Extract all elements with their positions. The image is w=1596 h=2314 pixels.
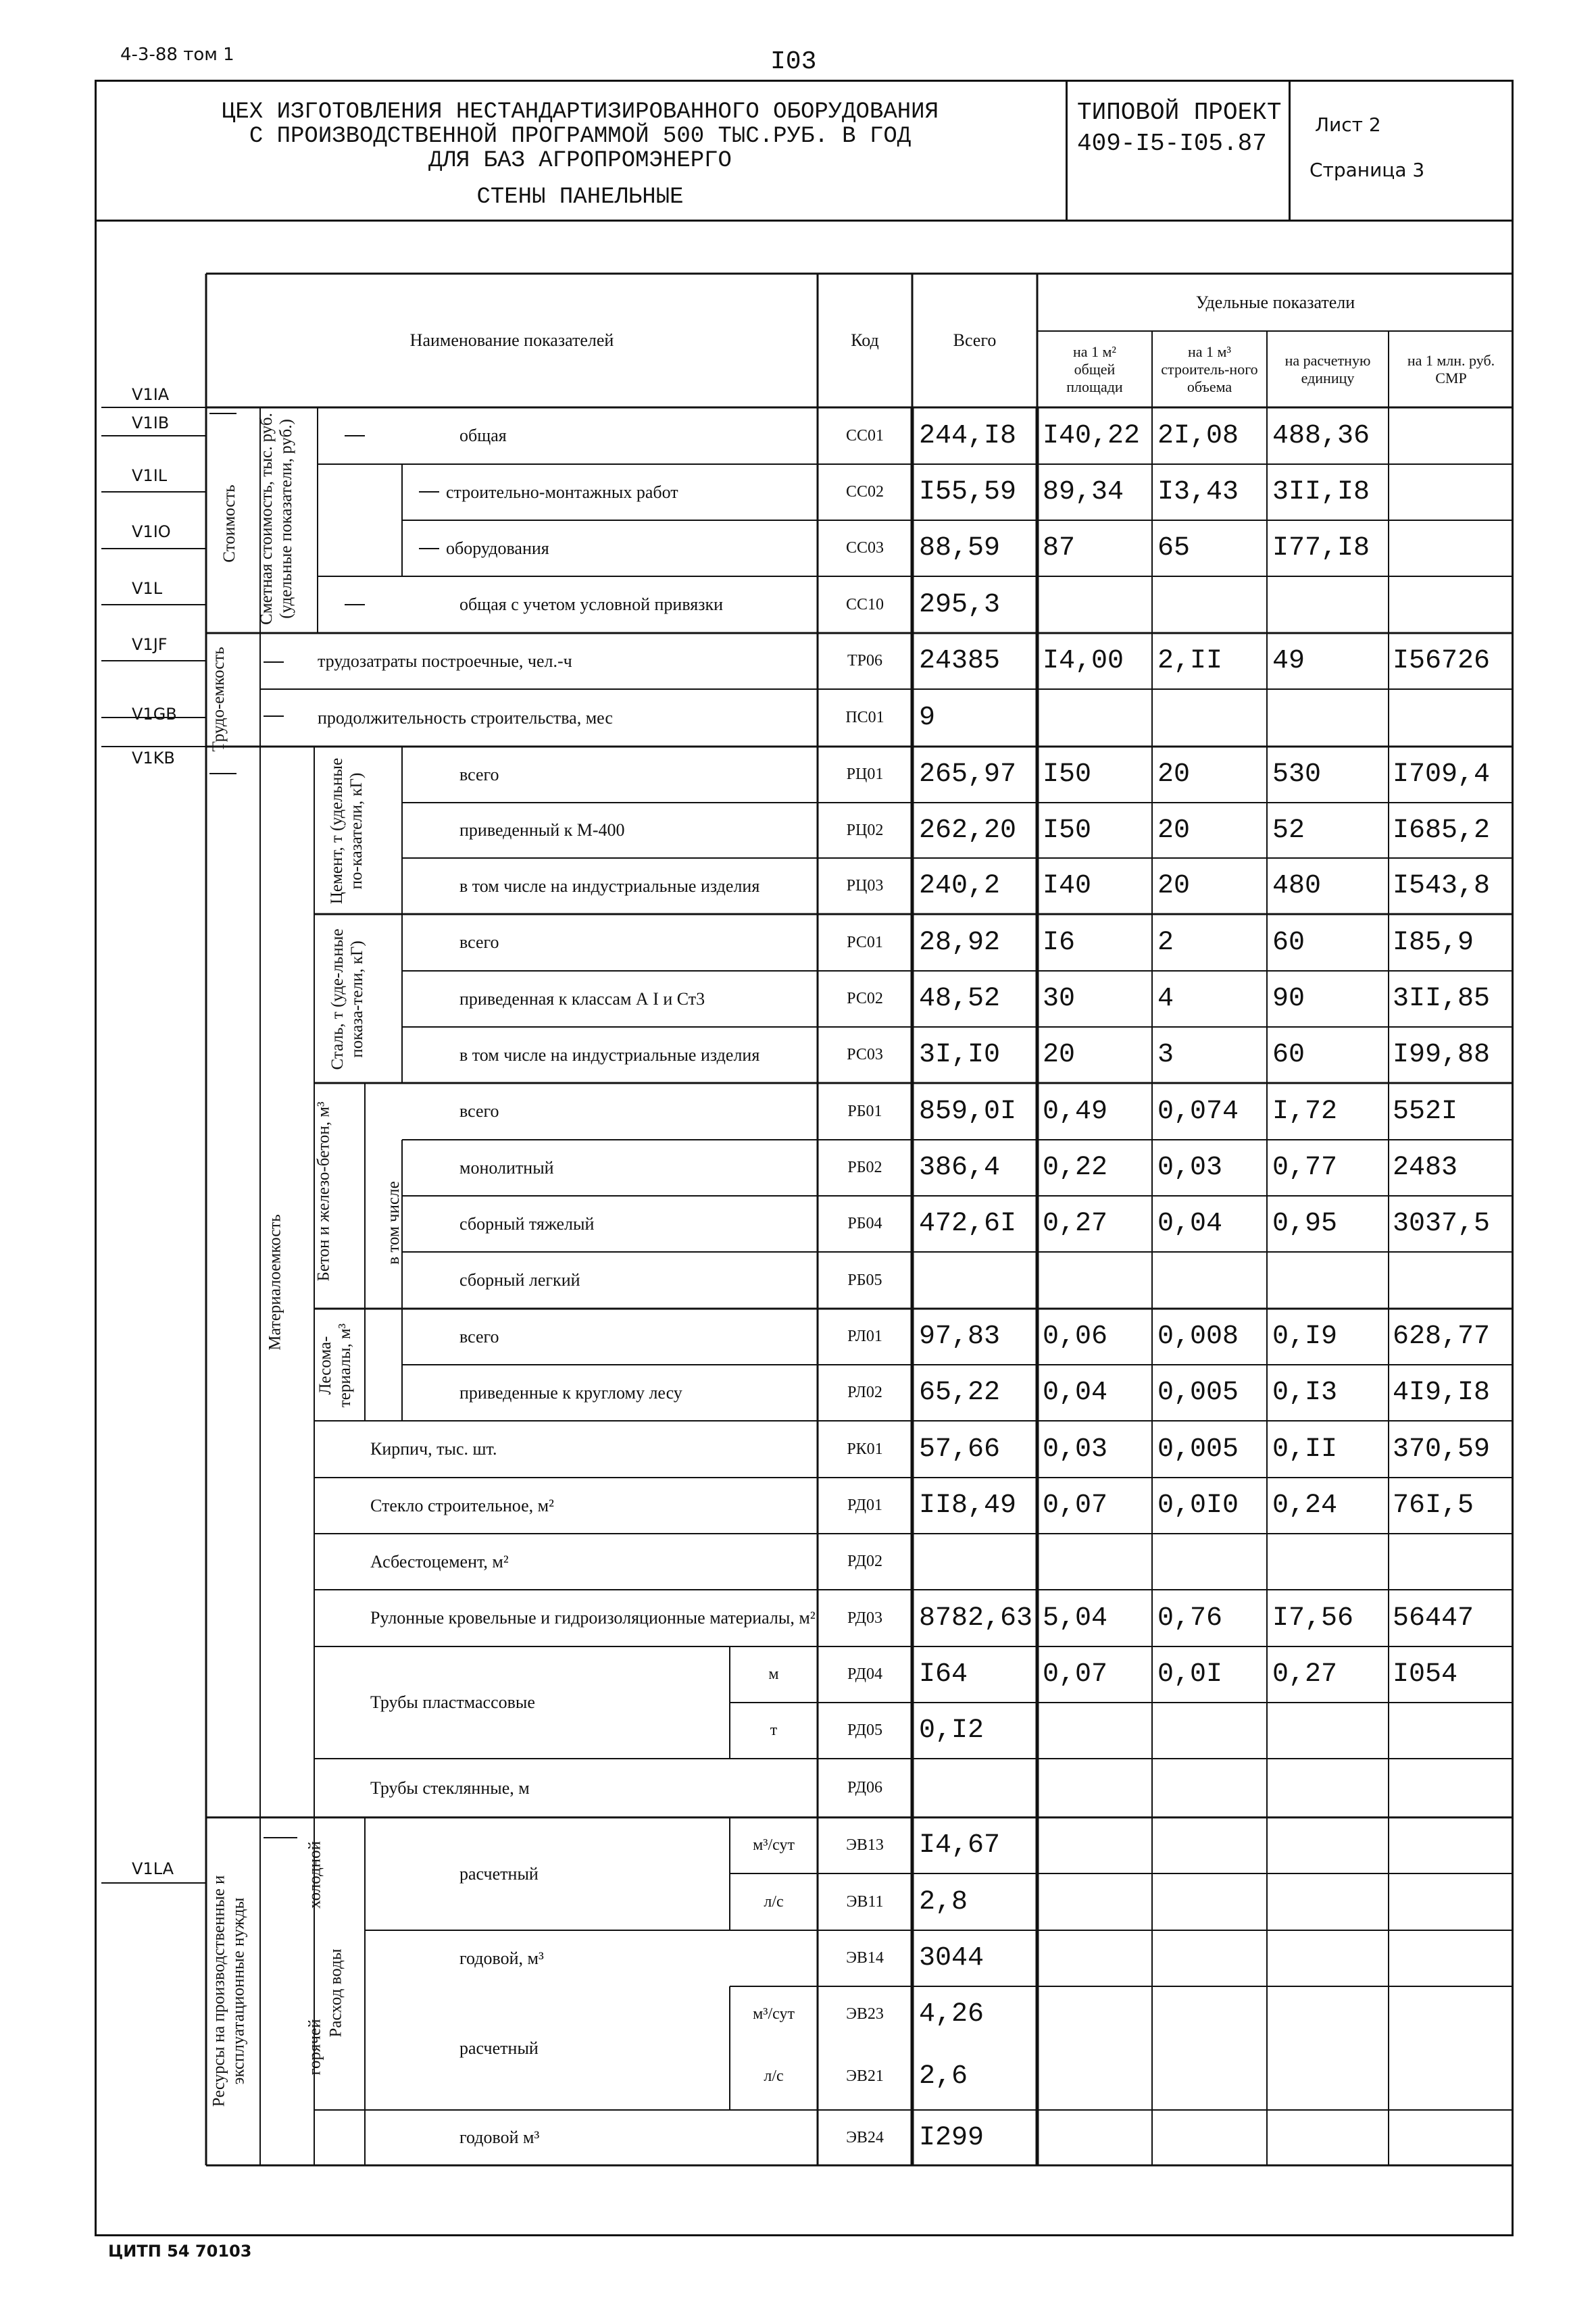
row-value-a: 0,07 <box>1043 1490 1108 1521</box>
row-value-u: I77,I8 <box>1272 533 1370 563</box>
row-value-a <box>1037 1986 1152 2042</box>
row-value-v: 0,03 <box>1157 1153 1223 1183</box>
sheet-label: Лист 2 <box>1315 114 1381 136</box>
row-value-v: 0,005 <box>1157 1434 1239 1465</box>
row-value-m: I709,4 <box>1393 759 1491 790</box>
row-value-v <box>1152 1534 1267 1590</box>
row-value-m: 76I,5 <box>1393 1490 1474 1521</box>
row-value-m <box>1389 576 1514 633</box>
row-value-m: 56447 <box>1393 1603 1474 1634</box>
row-value-m <box>1389 407 1514 464</box>
row-name: всего <box>459 764 499 784</box>
row-value-m <box>1389 1534 1514 1590</box>
row-value-total: 265,97 <box>919 759 1017 790</box>
row-name: трудозатраты построечные, чел.-ч <box>318 651 572 671</box>
group-les: Лесома-териалы, м³ <box>316 1323 354 1408</box>
row-value-v: 0,04 <box>1157 1209 1223 1239</box>
row-value-total: I55,59 <box>919 477 1017 507</box>
row-name: всего <box>459 1326 499 1347</box>
row-value-u: I7,56 <box>1272 1603 1354 1634</box>
row-name: сборный легкий <box>459 1270 580 1290</box>
row-name: годовой м³ <box>459 2128 540 2147</box>
row-code: РД06 <box>847 1779 882 1796</box>
row-name: Трубы пластмассовые <box>370 1692 535 1712</box>
row-value-a: 0,07 <box>1043 1659 1108 1690</box>
row-value-a <box>1037 576 1152 633</box>
row-code: ЭВ14 <box>846 1949 884 1967</box>
row-name: Асбестоцемент, м² <box>370 1551 509 1571</box>
row-name: продолжительность строительства, мес <box>318 707 613 728</box>
row-value-v: 2I,08 <box>1157 420 1239 451</box>
row-value-v: 0,008 <box>1157 1322 1239 1352</box>
group-cement: Цемент, т (удельные по-казатели, кГ) <box>328 757 366 905</box>
row-value-total: 3044 <box>919 1943 984 1973</box>
row-value-u: 49 <box>1272 646 1305 676</box>
marker-v1ib: V1IB <box>132 413 170 432</box>
row-name: общая <box>459 426 507 445</box>
row-name: Трубы стеклянные, м <box>370 1778 530 1798</box>
row-name: годовой, м³ <box>459 1948 544 1968</box>
row-value-v: 0,0I <box>1157 1659 1223 1690</box>
row-code: ЭВ11 <box>846 1892 884 1911</box>
row-value-m: I85,9 <box>1393 927 1474 958</box>
row-value-u: 90 <box>1272 984 1305 1014</box>
marker-v1il: V1IL <box>132 466 168 485</box>
row-value-v <box>1152 1759 1267 1817</box>
row-value-total: 4,26 <box>919 1999 984 2030</box>
header-per-volume: на 1 м³ строитель-ного объема <box>1161 343 1258 395</box>
group-cold: холодной <box>305 1841 324 1909</box>
row-value-u: 60 <box>1272 927 1305 958</box>
header-per-mln: на 1 млн. руб. СМР <box>1407 351 1495 386</box>
row-name: приведенные к круглому лесу <box>459 1382 682 1403</box>
row-name: общая с учетом условной привязки <box>459 595 724 614</box>
row-name: расчетный <box>459 1863 539 1884</box>
row-value-total: 859,0I <box>919 1096 1017 1127</box>
row-value-m <box>1389 1703 1514 1759</box>
row-value-a: I50 <box>1043 815 1092 846</box>
row-value-total: 3I,I0 <box>919 1040 1001 1070</box>
row-value-total: I4,67 <box>919 1830 1001 1861</box>
title-line-1: ЦЕХ ИЗГОТОВЛЕНИЯ НЕСТАНДАРТИЗИРОВАННОГО ОБОРУДОВАНИЯ <box>222 99 939 125</box>
row-code: РЦ02 <box>846 821 884 839</box>
row-value-v <box>1152 2042 1267 2110</box>
group-hot: горячей <box>305 2019 324 2076</box>
row-unit: м³/сут <box>753 1836 795 1854</box>
row-code: ЭВ21 <box>846 2067 884 2085</box>
row-value-u <box>1267 1817 1389 1873</box>
row-value-v <box>1152 1703 1267 1759</box>
row-value-total <box>912 1534 1037 1590</box>
project-label: ТИПОВОЙ ПРОЕКТ <box>1077 99 1282 126</box>
row-value-a: 0,22 <box>1043 1153 1108 1183</box>
row-unit: м <box>768 1665 779 1683</box>
row-value-m <box>1389 1930 1514 1986</box>
marker-v1l: V1L <box>132 579 163 598</box>
row-value-a <box>1037 2042 1152 2110</box>
row-value-v: 20 <box>1157 759 1191 790</box>
row-value-total: I299 <box>919 2122 984 2153</box>
row-value-u: 0,I3 <box>1272 1378 1338 1408</box>
title-line-2: С ПРОИЗВОДСТВЕННОЙ ПРОГРАММОЙ 500 ТЫС.РУБ. В ГОД <box>249 124 912 149</box>
row-code: РБ02 <box>847 1159 882 1176</box>
page-number: I03 <box>770 47 817 76</box>
marker-v1ia: V1IA <box>132 385 170 404</box>
row-value-u <box>1267 1759 1389 1817</box>
row-value-m: 370,59 <box>1393 1434 1491 1465</box>
row-value-v <box>1152 1817 1267 1873</box>
row-name: строительно-монтажных работ <box>446 482 678 502</box>
row-value-v: 3 <box>1157 1040 1174 1070</box>
row-value-m <box>1389 1817 1514 1873</box>
row-code: ЭВ13 <box>846 1836 884 1854</box>
row-name: Стекло строительное, м² <box>370 1495 554 1515</box>
row-value-a: 0,49 <box>1043 1096 1108 1127</box>
row-code: СС02 <box>845 483 884 501</box>
group-stoimost: Стоимость <box>220 484 239 563</box>
row-value-u: 0,II <box>1272 1434 1338 1465</box>
row-code: РЛ02 <box>847 1384 882 1401</box>
row-value-v: 20 <box>1157 815 1191 846</box>
row-value-u: 530 <box>1272 759 1322 790</box>
volume-label: 4-3-88 том 1 <box>120 45 234 65</box>
row-name: сборный тяжелый <box>459 1213 595 1234</box>
row-value-v: 20 <box>1157 871 1191 901</box>
row-value-a: 30 <box>1043 984 1076 1014</box>
row-value-a: I40,22 <box>1043 420 1141 451</box>
row-value-v: 4 <box>1157 984 1174 1014</box>
row-value-u <box>1267 2110 1389 2165</box>
row-value-u: 0,95 <box>1272 1209 1338 1239</box>
title-line-4: СТЕНЫ ПАНЕЛЬНЫЕ <box>476 184 684 210</box>
row-value-u <box>1267 1703 1389 1759</box>
row-value-u <box>1267 1252 1389 1309</box>
row-value-v <box>1152 576 1267 633</box>
row-value-a: 0,27 <box>1043 1209 1108 1239</box>
row-name: приведенная к классам А I и Ст3 <box>459 988 705 1009</box>
row-value-a: 5,04 <box>1043 1603 1108 1634</box>
row-value-a: I6 <box>1043 927 1076 958</box>
footer-code: ЦИТП 54 70103 <box>108 2242 252 2261</box>
row-value-m: 552I <box>1393 1096 1458 1127</box>
row-code: РЦ03 <box>846 877 884 895</box>
row-value-v: 2,II <box>1157 646 1223 676</box>
row-value-a <box>1037 1930 1152 1986</box>
row-value-v: 0,005 <box>1157 1378 1239 1408</box>
row-value-m <box>1389 2042 1514 2110</box>
row-value-u <box>1267 1986 1389 2042</box>
row-value-total: 2,6 <box>919 2061 968 2092</box>
row-value-a <box>1037 2110 1152 2165</box>
header-name: Наименование показателей <box>409 330 614 350</box>
row-value-total: II8,49 <box>919 1490 1017 1521</box>
row-value-total: 262,20 <box>919 815 1017 846</box>
row-value-m <box>1389 464 1514 520</box>
row-name: всего <box>459 1101 499 1121</box>
row-value-u: 480 <box>1272 871 1322 901</box>
row-value-total: 28,92 <box>919 927 1001 958</box>
group-steel: Сталь, т (уде-льные показа-тели, кГ) <box>328 928 366 1070</box>
row-value-v <box>1152 2110 1267 2165</box>
row-value-total: 88,59 <box>919 533 1001 563</box>
row-code: СС10 <box>845 595 884 613</box>
row-value-total: 97,83 <box>919 1322 1001 1352</box>
row-value-u <box>1267 689 1389 747</box>
row-value-m <box>1389 689 1514 747</box>
marker-v1la: V1LA <box>132 1859 174 1878</box>
row-code: РК01 <box>847 1440 883 1458</box>
row-value-total: 244,I8 <box>919 420 1017 451</box>
row-value-v <box>1152 689 1267 747</box>
row-value-m: I543,8 <box>1393 871 1491 901</box>
row-value-a: 0,06 <box>1043 1322 1108 1352</box>
row-value-total: 57,66 <box>919 1434 1001 1465</box>
row-value-total: 472,6I <box>919 1209 1017 1239</box>
header-per-area: на 1 м² общей площади <box>1066 343 1123 395</box>
row-value-a: 89,34 <box>1043 477 1124 507</box>
row-value-total: 0,I2 <box>919 1715 984 1746</box>
row-code: РД01 <box>847 1496 882 1514</box>
row-value-m <box>1389 1986 1514 2042</box>
group-v-tom-chisle: в том числе <box>384 1181 403 1265</box>
row-value-u: 52 <box>1272 815 1305 846</box>
row-value-total: 2,8 <box>919 1886 968 1917</box>
row-value-v: 0,074 <box>1157 1096 1239 1127</box>
row-value-v: 0,0I0 <box>1157 1490 1239 1521</box>
header-total: Всего <box>953 330 997 350</box>
row-value-v: 2 <box>1157 927 1174 958</box>
row-code: РД02 <box>847 1553 882 1570</box>
row-value-m: I685,2 <box>1393 815 1491 846</box>
row-value-m: 4I9,I8 <box>1393 1378 1491 1408</box>
row-value-m: 3II,85 <box>1393 984 1491 1014</box>
group-water: Расход воды <box>326 1948 345 2038</box>
row-name: оборудования <box>446 538 549 558</box>
row-value-u <box>1267 1534 1389 1590</box>
row-code: ЭВ23 <box>846 2005 884 2023</box>
row-code: РБ04 <box>847 1215 882 1232</box>
group-trudo: Трудо-емкость <box>209 647 228 752</box>
row-value-a: 87 <box>1043 533 1076 563</box>
row-value-v: I3,43 <box>1157 477 1239 507</box>
row-name: в том числе на индустриальные изделия <box>459 876 760 896</box>
row-value-a <box>1037 1252 1152 1309</box>
row-code: СС01 <box>845 426 884 445</box>
row-code: РД03 <box>847 1609 882 1627</box>
title-line-3: ДЛЯ БАЗ АГРОПРОМЭНЕРГО <box>428 148 732 174</box>
row-value-total: 48,52 <box>919 984 1001 1014</box>
row-value-u: 488,36 <box>1272 420 1370 451</box>
row-value-v <box>1152 1252 1267 1309</box>
row-value-v: 65 <box>1157 533 1191 563</box>
group-smetnaya: Сметная стоимость, тыс. руб. (удельные показатели, руб.) <box>257 413 295 625</box>
row-value-u: I,72 <box>1272 1096 1338 1127</box>
row-name: приведенный к М-400 <box>459 820 625 840</box>
row-name: в том числе на индустриальные изделия <box>459 1045 760 1065</box>
row-name: Рулонные кровельные и гидроизоляционные материалы, м² <box>370 1608 816 1628</box>
row-value-m <box>1389 1873 1514 1930</box>
row-value-m: I054 <box>1393 1659 1458 1690</box>
row-value-a: I40 <box>1043 871 1092 901</box>
marker-v1kb: V1KB <box>132 749 175 768</box>
row-value-u: 0,27 <box>1272 1659 1338 1690</box>
row-unit: т <box>770 1721 778 1739</box>
row-value-m: 2483 <box>1393 1153 1458 1183</box>
row-value-m: 3037,5 <box>1393 1209 1491 1239</box>
row-value-a: 0,03 <box>1043 1434 1108 1465</box>
row-value-total: 24385 <box>919 646 1001 676</box>
row-code: ПС01 <box>845 709 884 726</box>
header-per-unit: на расчетную единицу <box>1285 351 1371 386</box>
row-value-u <box>1267 1873 1389 1930</box>
row-value-v: 0,76 <box>1157 1603 1223 1634</box>
marker-v1jf: V1JF <box>132 635 168 654</box>
row-value-a <box>1037 1534 1152 1590</box>
row-value-m <box>1389 1252 1514 1309</box>
row-value-a <box>1037 1817 1152 1873</box>
row-value-a <box>1037 1703 1152 1759</box>
project-number: 409-I5-I05.87 <box>1077 130 1267 157</box>
row-value-total <box>912 1252 1037 1309</box>
row-value-u: 3II,I8 <box>1272 477 1370 507</box>
row-value-a: 0,04 <box>1043 1378 1108 1408</box>
row-code: РД04 <box>847 1665 882 1683</box>
row-value-u: 0,24 <box>1272 1490 1338 1521</box>
row-value-v <box>1152 1930 1267 1986</box>
header-specific: Удельные показатели <box>1195 292 1355 312</box>
row-unit: л/с <box>764 1892 784 1911</box>
row-name: расчетный <box>459 2038 539 2058</box>
row-value-total: 295,3 <box>919 589 1001 620</box>
row-value-m: 628,77 <box>1393 1322 1491 1352</box>
row-name: всего <box>459 932 499 952</box>
row-value-v <box>1152 1873 1267 1930</box>
row-value-a <box>1037 1873 1152 1930</box>
row-code: РЛ01 <box>847 1328 882 1345</box>
marker-v1io: V1IO <box>132 522 171 541</box>
row-value-a <box>1037 1759 1152 1817</box>
row-value-u: 0,77 <box>1272 1153 1338 1183</box>
row-value-m <box>1389 2110 1514 2165</box>
row-value-a: 20 <box>1043 1040 1076 1070</box>
row-value-total: I64 <box>919 1659 968 1690</box>
row-value-m <box>1389 520 1514 576</box>
row-code: СС03 <box>845 539 884 557</box>
row-code: РБ05 <box>847 1271 882 1289</box>
row-code: РБ01 <box>847 1102 882 1120</box>
row-value-total: 386,4 <box>919 1153 1001 1183</box>
row-code: РД05 <box>847 1721 882 1739</box>
row-value-u <box>1267 576 1389 633</box>
row-value-a: I50 <box>1043 759 1092 790</box>
group-resources: Ресурсы на производственные и эксплуатационные нужды <box>209 1875 248 2107</box>
row-unit: л/с <box>764 2067 784 2085</box>
row-code: ТР06 <box>847 652 882 670</box>
row-value-v <box>1152 1986 1267 2042</box>
row-value-total: 8782,63 <box>919 1603 1033 1634</box>
row-name: Кирпич, тыс. шт. <box>370 1439 497 1459</box>
row-value-a: I4,00 <box>1043 646 1124 676</box>
row-value-u <box>1267 2042 1389 2110</box>
row-unit: м³/сут <box>753 2005 795 2023</box>
sheet-page: Страница 3 <box>1310 159 1425 181</box>
row-value-total: 65,22 <box>919 1378 1001 1408</box>
row-value-m: I56726 <box>1393 646 1491 676</box>
row-value-total: 240,2 <box>919 871 1001 901</box>
row-code: РС02 <box>847 990 883 1007</box>
row-value-m: I99,88 <box>1393 1040 1491 1070</box>
row-code: РС03 <box>847 1046 883 1063</box>
row-value-m <box>1389 1759 1514 1817</box>
row-value-a <box>1037 689 1152 747</box>
marker-v1gb: V1GB <box>132 705 177 724</box>
row-code: ЭВ24 <box>846 2128 884 2146</box>
row-code: РС01 <box>847 933 883 951</box>
row-value-total: 9 <box>919 703 936 733</box>
row-code: РЦ01 <box>846 765 884 783</box>
group-material: Материалоемкость <box>266 1214 284 1351</box>
row-value-total <box>912 1759 1037 1817</box>
row-value-u: 60 <box>1272 1040 1305 1070</box>
row-value-u <box>1267 1930 1389 1986</box>
header-code: Код <box>851 330 879 350</box>
row-name: монолитный <box>459 1157 554 1178</box>
row-value-u: 0,I9 <box>1272 1322 1338 1352</box>
group-beton: Бетон и железо-бетон, м³ <box>314 1101 333 1282</box>
